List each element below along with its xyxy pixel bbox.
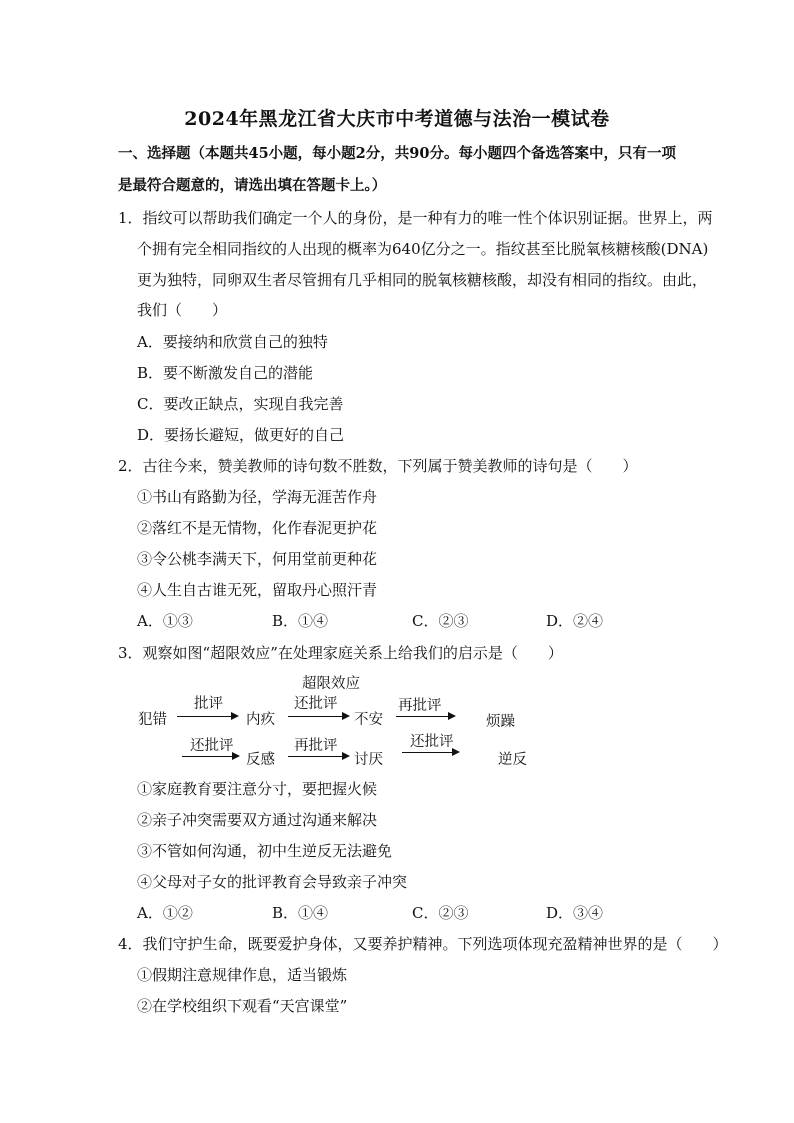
diagram-arrow-1	[177, 716, 237, 717]
q1-option-a: A．要接纳和欣赏自己的独特	[137, 333, 328, 351]
diagram-arrow-6	[402, 752, 458, 753]
q2-choice-b: B．①④	[272, 612, 329, 630]
overlimit-effect-diagram	[132, 666, 552, 776]
q2-item-1: ①书山有路勤为径，学海无涯苦作舟	[137, 488, 378, 506]
q3-choices	[137, 903, 637, 923]
q3-choice-a: A．①②	[137, 904, 193, 922]
q3-stem: 3．观察如图“超限效应”在处理家庭关系上给我们的启示是（ ）	[118, 644, 563, 662]
diagram-arrow-5	[288, 756, 348, 757]
diagram-arrow-label-2: 还批评	[294, 696, 338, 712]
q1-option-b: B．要不断激发自己的潜能	[137, 364, 314, 382]
diagram-node-taoyan: 讨厌	[354, 752, 383, 768]
q3-item-3: ③不管如何沟通，初中生逆反无法避免	[137, 842, 393, 860]
diagram-arrow-label-4: 还批评	[190, 738, 234, 754]
q2-choice-c: C．②③	[412, 612, 469, 630]
diagram-node-buan: 不安	[354, 712, 383, 728]
q4-item-1: ①假期注意规律作息，适当锻炼	[137, 966, 348, 984]
diagram-node-fancuo: 犯错	[138, 712, 167, 728]
q1-stem-line-4: 我们（ ）	[137, 301, 228, 319]
q2-item-4: ④人生自古谁无死，留取丹心照汗青	[137, 581, 378, 599]
q3-item-1: ①家庭教育要注意分寸，要把握火候	[137, 780, 378, 798]
diagram-arrow-label-3: 再批评	[398, 698, 442, 714]
q3-item-4: ④父母对子女的批评教育会导致亲子冲突	[137, 873, 408, 891]
q1-stem-line-3: 更为独特，同卵双生者尽管拥有几乎相同的脱氧核糖核酸，却没有相同的指纹。由此，	[137, 271, 708, 289]
diagram-node-fangan: 反感	[246, 752, 275, 768]
q3-choice-c: C．②③	[412, 904, 469, 922]
q1-option-d: D．要扬长避短，做更好的自己	[137, 426, 345, 444]
diagram-node-nifan: 逆反	[498, 752, 527, 768]
q4-item-2: ②在学校组织下观看“天宫课堂”	[137, 997, 348, 1015]
exam-title: 2024年黑龙江省大庆市中考道德与法治一模试卷	[184, 108, 610, 130]
diagram-title: 超限效应	[302, 676, 360, 692]
q4-stem: 4．我们守护生命，既要爱护身体，又要养护精神。下列选项体现充盈精神世界的是（ ）	[118, 935, 728, 953]
q2-item-3: ③令公桃李满天下，何用堂前更种花	[137, 550, 378, 568]
diagram-arrow-3	[396, 716, 454, 717]
diagram-arrow-label-5: 再批评	[294, 738, 338, 754]
q3-choice-b: B．①④	[272, 904, 329, 922]
q2-item-2: ②落红不是无情物，化作春泥更护花	[137, 519, 378, 537]
diagram-arrow-4	[182, 756, 238, 757]
section-heading-line-1: 一、选择题（本题共45小题，每小题2分，共90分。每小题四个备选答案中，只有一项	[118, 145, 676, 162]
q3-item-2: ②亲子冲突需要双方通过沟通来解决	[137, 811, 378, 829]
diagram-arrow-label-1: 批评	[194, 696, 223, 712]
q3-choice-d: D．③④	[546, 904, 604, 922]
diagram-arrow-label-6: 还批评	[410, 734, 454, 750]
q2-choice-d: D．②④	[546, 612, 604, 630]
q1-stem-line-1: 1．指纹可以帮助我们确定一个人的身份，是一种有力的唯一性个体识别证据。世界上，两	[118, 209, 713, 227]
q1-option-c: C．要改正缺点，实现自我完善	[137, 395, 344, 413]
diagram-arrow-2	[288, 716, 348, 717]
diagram-node-fanzao: 烦躁	[486, 714, 515, 730]
q2-choice-a: A．①③	[137, 612, 193, 630]
q2-stem: 2．古往今来，赞美教师的诗句数不胜数，下列属于赞美教师的诗句是（ ）	[118, 457, 638, 475]
diagram-node-neijiu: 内疚	[246, 712, 275, 728]
q2-choices	[137, 611, 637, 631]
section-heading-line-2: 是最符合题意的，请选出填在答题卡上。）	[118, 177, 387, 194]
q1-stem-line-2: 个拥有完全相同指纹的人出现的概率为640亿分之一。指纹甚至比脱氧核糖核酸(DNA)	[137, 240, 709, 258]
